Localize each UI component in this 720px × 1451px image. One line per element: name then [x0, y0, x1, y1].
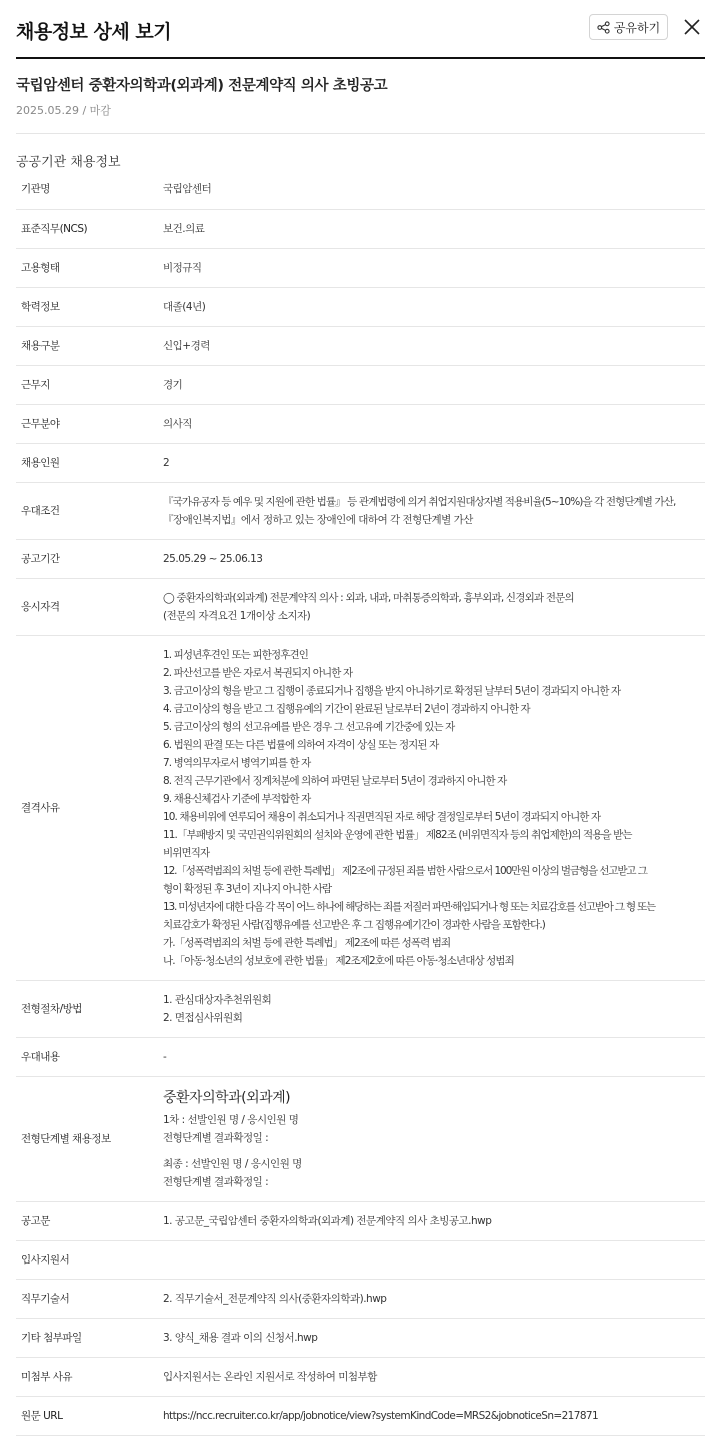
table-row — [16, 1201, 705, 1240]
value-line: 2. 파산선고를 받은 자로서 복권되지 아니한 자 — [163, 666, 353, 679]
table-row — [16, 539, 705, 578]
section-title: 공공기관 채용정보 — [16, 155, 121, 170]
value-line: 7. 병역의무자로서 병역기피를 한 자 — [163, 756, 311, 769]
row-value: 25.05.29 ~ 25.06.13 — [163, 539, 705, 578]
table-row — [16, 482, 705, 539]
value-line: 최종 : 선발인원 명 / 응시인원 명 — [163, 1157, 302, 1170]
table-row — [16, 209, 705, 248]
row-label: 우대조건 — [16, 482, 163, 539]
notice-meta: 2025.05.29 / 마감 — [16, 104, 111, 117]
value-line: 전형단계별 결과확정일 : — [163, 1175, 269, 1188]
row-label: 고용형태 — [16, 248, 163, 287]
table-row — [16, 1396, 705, 1435]
spacer — [163, 1147, 701, 1155]
table-row — [16, 443, 705, 482]
value-line: (전문의 자격요건 1개이상 소지자) — [163, 609, 311, 622]
table-row — [16, 1318, 705, 1357]
row-value: 대졸(4년) — [163, 287, 705, 326]
row-value: 경기 — [163, 365, 705, 404]
table-row — [16, 980, 705, 1037]
table-row — [16, 404, 705, 443]
table-row — [16, 287, 705, 326]
row-value: - — [163, 1037, 705, 1076]
value-line: 『장애인복지법』에서 정하고 있는 장애인에 대하여 각 전형단계별 가산 — [163, 513, 473, 526]
row-value — [163, 635, 705, 980]
value-line: 나.「아동·청소년의 성보호에 관한 법률」 제2조제2호에 따른 아동·청소년대상 성범죄 — [163, 954, 514, 967]
page-header — [0, 0, 720, 58]
value-line: 12.「성폭력범죄의 처벌 등에 관한 특례법」 제2조에 규정된 죄를 범한 사람으로서 100만원 이상의 벌금형을 선고받고 그 — [163, 864, 647, 877]
row-label: 전형절차/방법 — [16, 980, 163, 1037]
value-line: 가.「성폭력범죄의 처벌 등에 관한 특례법」 제2조에 따른 성폭력 범죄 — [163, 936, 451, 949]
value-line: 『국가유공자 등 예우 및 지원에 관한 법률』 등 관계법령에 의거 취업지원대상자별 적용비율(5~10%)을 각 전형단계별 가산, — [163, 495, 676, 508]
value-line: 4. 금고이상의 형을 받고 그 집행유예의 기간이 완료된 날로부터 2년이 경과하지 아니한 자 — [163, 702, 530, 715]
row-value: 보건.의료 — [163, 209, 705, 248]
value-line: 비위면직자 — [163, 846, 210, 859]
row-label: 표준직무(NCS) — [16, 209, 163, 248]
table-row — [16, 1037, 705, 1076]
row-value — [163, 482, 705, 539]
row-label: 기관명 — [16, 170, 163, 209]
row-value — [163, 1076, 705, 1201]
row-label: 근무지 — [16, 365, 163, 404]
job-desc-file-link[interactable]: 2. 직무기술서_전문계약직 의사(중환자의학과).hwp — [163, 1279, 705, 1318]
value-line: 형이 확정된 후 3년이 지나지 아니한 사람 — [163, 882, 332, 895]
meta-divider — [16, 133, 705, 134]
table-row — [16, 1279, 705, 1318]
row-value — [163, 578, 705, 635]
table-row — [16, 1076, 705, 1201]
row-label: 우대내용 — [16, 1037, 163, 1076]
row-label: 기타 첨부파일 — [16, 1318, 163, 1357]
value-line: 3. 금고이상의 형을 받고 그 집행이 종료되거나 집행을 받지 아니하기로 확정된 날부터 5년이 경과되지 아니한 자 — [163, 684, 621, 697]
notice-title: 국립암센터 중환자의학과(외과계) 전문계약직 의사 초빙공고 — [16, 78, 388, 94]
row-label: 공고문 — [16, 1201, 163, 1240]
value-line: 11.「부패방지 및 국민권익위원회의 설치와 운영에 관한 법률」 제82조 (비위면직자 등의 취업제한)의 적용을 받는 — [163, 828, 632, 841]
value-line: 5. 금고이상의 형의 선고유예를 받은 경우 그 선고유예 기간중에 있는 자 — [163, 720, 455, 733]
table-row — [16, 1240, 705, 1279]
table-row — [16, 248, 705, 287]
share-icon — [597, 21, 610, 34]
value-line: 13. 미성년자에 대한 다음 각 목이 어느 하나에 해당하는 죄를 저질러 파면·해임되거나 형 또는 치료감호를 선고받아 그 형 또는 — [163, 900, 655, 913]
value-line: 전형단계별 결과확정일 : — [163, 1131, 269, 1144]
row-label: 학력정보 — [16, 287, 163, 326]
value-line: 치료감호가 확정된 사람(집행유예를 선고받은 후 그 집행유예기간이 경과한 사람을 포함한다.) — [163, 918, 546, 931]
row-label: 응시자격 — [16, 578, 163, 635]
row-label: 입사지원서 — [16, 1240, 163, 1279]
row-value: 비정규직 — [163, 248, 705, 287]
value-line: 8. 전직 근무기관에서 징계처분에 의하여 파면된 날로부터 5년이 경과하지 아니한 자 — [163, 774, 507, 787]
value-line: 2. 면접심사위원회 — [163, 1011, 243, 1024]
row-value — [163, 1240, 705, 1279]
row-value: 2 — [163, 443, 705, 482]
row-value: 의사직 — [163, 404, 705, 443]
table-row — [16, 326, 705, 365]
row-label: 직무기술서 — [16, 1279, 163, 1318]
table-row — [16, 365, 705, 404]
row-label: 공고기간 — [16, 539, 163, 578]
table-row — [16, 578, 705, 635]
share-button[interactable] — [589, 14, 668, 40]
value-line: 1차 : 선발인원 명 / 응시인원 명 — [163, 1113, 299, 1126]
row-value: 신입+경력 — [163, 326, 705, 365]
row-value: 입사지원서는 온라인 지원서로 작성하여 미첨부함 — [163, 1357, 705, 1396]
value-line: 1. 피성년후견인 또는 피한정후견인 — [163, 648, 308, 661]
value-line: 9. 채용신체검사 기준에 부적합한 자 — [163, 792, 311, 805]
row-label: 채용인원 — [16, 443, 163, 482]
table-row — [16, 1357, 705, 1396]
info-table — [16, 170, 705, 1436]
row-label: 결격사유 — [16, 635, 163, 980]
row-label: 전형단계별 채용정보 — [16, 1076, 163, 1201]
table-row — [16, 170, 705, 209]
share-button-label: 공유하기 — [613, 20, 661, 35]
close-icon[interactable] — [682, 17, 702, 37]
source-url-link[interactable]: https://ncc.recruiter.co.kr/app/jobnotice/view?systemKindCode=MRS2&jobnoticeSn=217871 — [163, 1396, 705, 1435]
value-line: 1. 관심대상자추천위원회 — [163, 993, 272, 1006]
row-label: 미첨부 사유 — [16, 1357, 163, 1396]
page-title: 채용정보 상세 보기 — [16, 21, 172, 43]
header-divider — [16, 57, 705, 59]
stage-dept: 중환자의학과(외과계) — [163, 1089, 291, 1106]
value-line: 6. 법원의 판결 또는 다른 법률에 의하여 자격이 상실 또는 정지된 자 — [163, 738, 439, 751]
row-label: 근무분야 — [16, 404, 163, 443]
row-label: 원문 URL — [16, 1396, 163, 1435]
row-value — [163, 980, 705, 1037]
value-line: 10. 채용비위에 연루되어 채용이 취소되거나 직권면직된 자로 해당 결정일로부터 5년이 경과되지 아니한 자 — [163, 810, 601, 823]
row-label: 채용구분 — [16, 326, 163, 365]
table-row — [16, 635, 705, 980]
value-line: ◯ 중환자의학과(외과계) 전문계약직 의사 : 외과, 내과, 마취통증의학과, 흉부외과, 신경외과 전문의 — [163, 591, 574, 604]
notice-file-link[interactable]: 1. 공고문_국립암센터 중환자의학과(외과계) 전문계약직 의사 초빙공고.hwp — [163, 1201, 705, 1240]
other-file-link[interactable]: 3. 양식_채용 결과 이의 신청서.hwp — [163, 1318, 705, 1357]
row-value: 국립암센터 — [163, 170, 705, 209]
